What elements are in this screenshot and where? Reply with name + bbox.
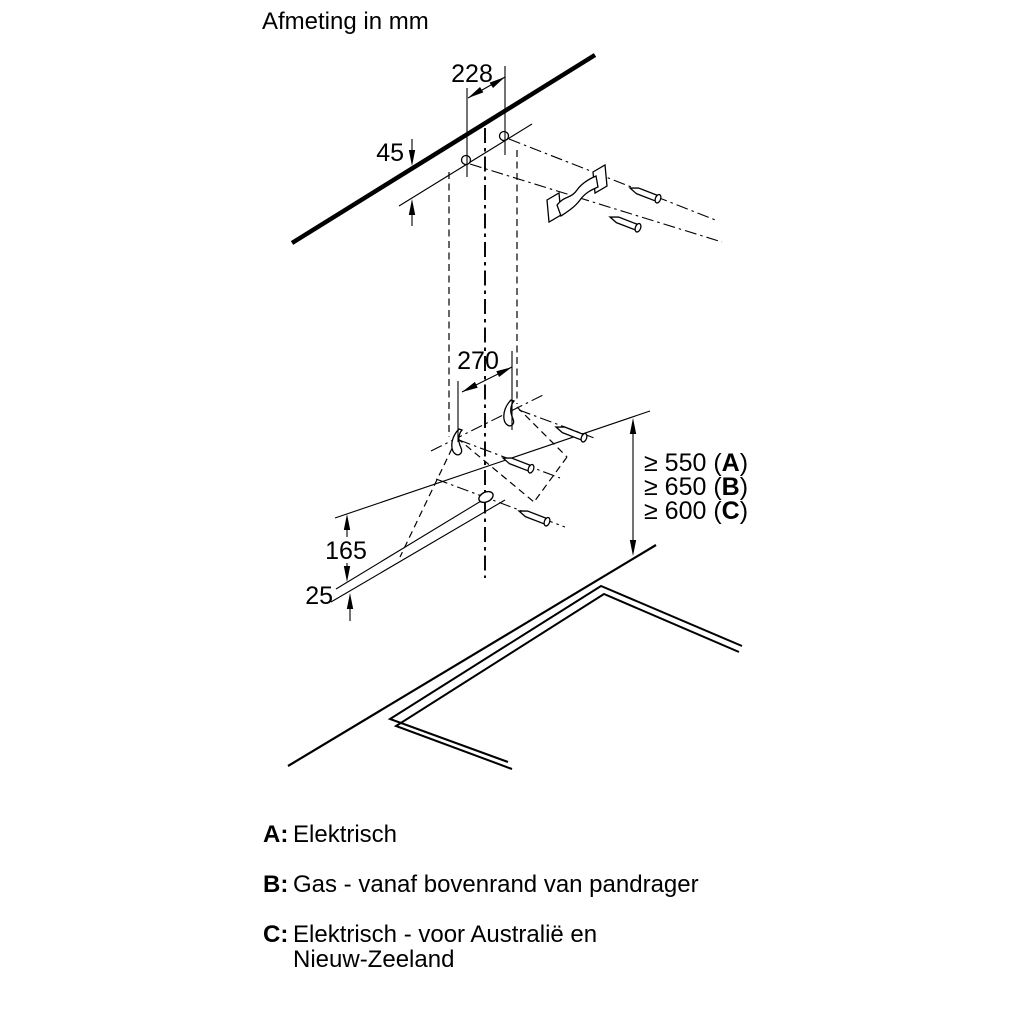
legend-c-letter: C: — [263, 921, 289, 948]
cooktop-back-edge — [288, 545, 656, 766]
page-title: Afmeting in mm — [262, 8, 429, 35]
cooktop-corner-outline — [390, 586, 742, 769]
legend-a-letter: A: — [263, 821, 289, 848]
legend-c-text: Elektrisch - voor Australië en — [293, 921, 598, 948]
wall-hole-right — [500, 132, 509, 141]
dim-270-label: 270 — [457, 347, 499, 375]
wall-hole-left — [462, 156, 471, 165]
dimension-45 — [376, 139, 415, 226]
chimney-dashed-edges — [449, 150, 517, 437]
clearance-dimension — [630, 418, 748, 556]
screw-icon — [628, 184, 662, 204]
clearance-b-label: ≥ 650 (B) — [644, 473, 749, 501]
legend-c-text-line2: Nieuw-Zeeland — [293, 946, 455, 973]
dim-45-label: 45 — [376, 139, 404, 167]
legend — [263, 821, 699, 973]
legend-b-letter: B: — [263, 871, 289, 898]
dimension-165 — [325, 514, 367, 582]
dim-228-label: 228 — [451, 60, 493, 88]
legend-b-text: Gas - vanaf bovenrand van pandrager — [293, 871, 699, 898]
dim-25-label: 25 — [305, 582, 333, 610]
wall-bracket — [547, 165, 607, 222]
screw-icon — [554, 423, 588, 443]
dimension-25 — [305, 582, 353, 621]
hood-lower-reference-line — [335, 411, 650, 518]
clearance-c-label: ≥ 600 (C) — [644, 497, 749, 525]
hanging-hooks — [452, 400, 514, 455]
hood-screws — [501, 423, 588, 527]
hook-icon — [452, 429, 462, 455]
screw-icon — [517, 507, 551, 527]
screw-icon — [501, 454, 535, 474]
clearance-a-label: ≥ 550 (A) — [644, 449, 749, 477]
legend-a-text: Elektrisch — [293, 821, 398, 848]
dim-165-label: 165 — [325, 537, 367, 565]
bracket-screws — [608, 184, 662, 233]
